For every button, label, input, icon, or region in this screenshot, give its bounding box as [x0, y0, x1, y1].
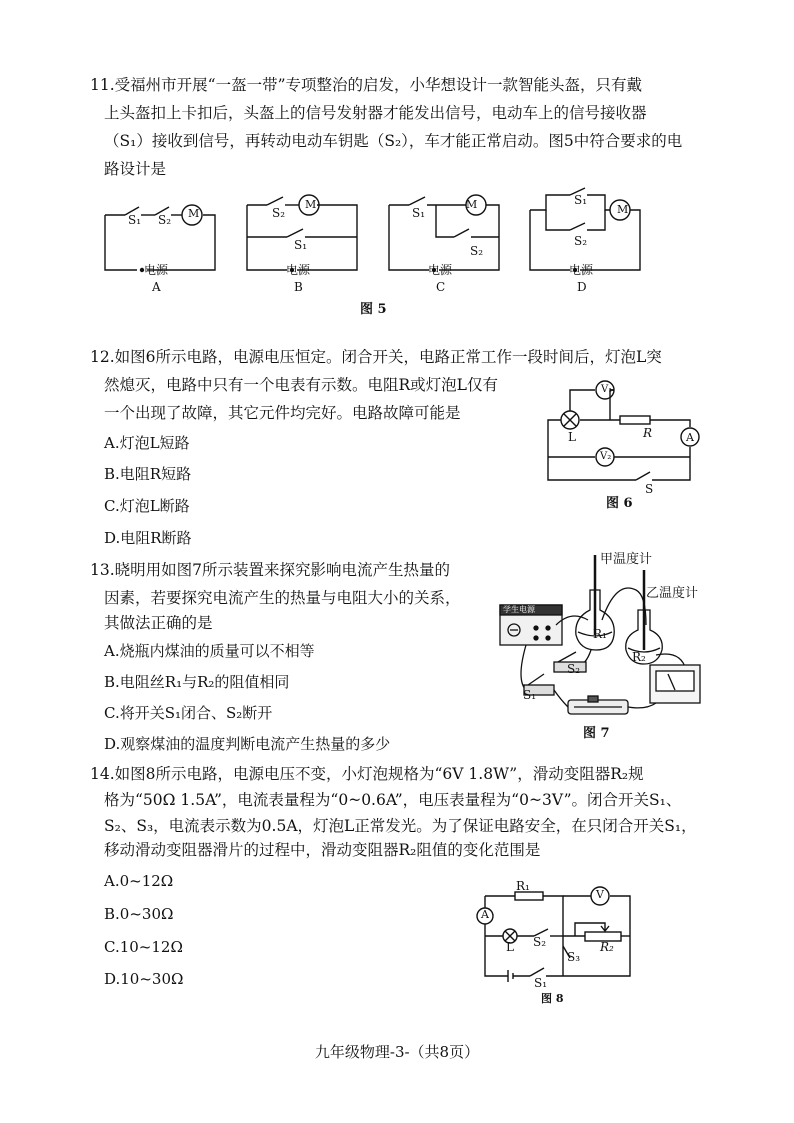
figure-6-circuit	[540, 375, 700, 493]
fig7-s1: S₁	[523, 688, 537, 702]
q14-line-3: S₂、S₃，电流表示数为0.5A，灯泡L正常发光。为了保证电路安全，在只闭合开关S₁，	[104, 817, 697, 835]
circuit-d-s1: S₁	[574, 193, 588, 207]
fig7-r1: R₁	[593, 627, 607, 641]
fig6-lamp: L	[568, 430, 576, 444]
figure-8-caption: 图 8	[541, 992, 564, 1005]
circuit-c-source: 电源	[428, 263, 453, 277]
circuit-a-s2: S₂	[158, 213, 172, 227]
q13-line-3: 其做法正确的是	[104, 614, 213, 632]
circuit-a-source: 电源	[144, 263, 169, 277]
q14-option-b: B.0~30Ω	[104, 905, 174, 923]
q13-option-b: B.电阻丝R₁与R₂的阻值相同	[104, 673, 290, 691]
circuit-b-source: 电源	[286, 263, 311, 277]
circuit-b-motor: M	[305, 198, 317, 211]
fig7-thermo1: 甲温度计	[600, 552, 653, 567]
fig6-s: S	[645, 482, 654, 496]
q11-line-4: 路设计是	[104, 160, 167, 178]
q13-line-2: 因素，若要探究电流产生的热量与电阻大小的关系，	[104, 589, 461, 607]
circuit-c-letter: C	[436, 280, 446, 294]
q14-option-a: A.0~12Ω	[104, 872, 174, 890]
q13-line-1: 13.晓明用如图7所示装置来探究影响电流产生热量的	[90, 561, 451, 579]
fig8-s1: S₁	[534, 976, 548, 990]
fig6-a: A	[686, 431, 694, 444]
circuit-a-s1: S₁	[128, 213, 142, 227]
figure-6-caption: 图 6	[606, 496, 633, 511]
q14-line-4: 移动滑动变阻器滑片的过程中，滑动变阻器R₂阻值的变化范围是	[104, 841, 541, 859]
q12-option-a: A.灯泡L短路	[104, 434, 190, 452]
circuit-c-motor: M	[466, 198, 478, 211]
figure-7-apparatus	[496, 550, 716, 740]
circuit-d-letter: D	[577, 280, 587, 294]
circuit-a-motor: M	[188, 207, 200, 220]
circuit-d-s2: S₂	[574, 234, 588, 248]
q12-line-3: 一个出现了故障，其它元件均完好。电路故障可能是	[104, 404, 461, 422]
q13-option-a: A.烧瓶内煤油的质量可以不相等	[104, 642, 315, 660]
fig7-s2: S₂	[567, 662, 581, 676]
q12-line-2: 然熄灭，电路中只有一个电表有示数。电阻R或灯泡L仅有	[104, 376, 498, 394]
q14-line-2: 格为“50Ω 1.5A”，电流表量程为“0~0.6A”，电压表量程为“0~3V”。闭合开关S₁、	[104, 791, 682, 809]
q11-line-2: 上头盔扣上卡扣后，头盔上的信号发射器才能发出信号，电动车上的信号接收器	[104, 104, 647, 122]
fig8-s3: S₃	[567, 950, 581, 964]
q11-line-1: 11.受福州市开展“一盔一带”专项整治的启发，小华想设计一款智能头盔，只有戴	[90, 76, 643, 94]
q14-option-d: D.10~30Ω	[104, 970, 184, 988]
fig8-r1: R₁	[516, 879, 530, 893]
fig6-r: R	[643, 426, 653, 440]
q13-option-d: D.观察煤油的温度判断电流产生热量的多少	[104, 735, 391, 753]
fig7-thermo2: 乙温度计	[646, 586, 699, 601]
circuit-d-source: 电源	[569, 263, 594, 277]
fig8-r2: R₂	[600, 940, 614, 954]
q11-line-3: （S₁）接收到信号，再转动电动车钥匙（S₂），车才能正常启动。图5中符合要求的电	[104, 132, 683, 150]
q12-line-1: 12.如图6所示电路，电源电压恒定。闭合开关，电路正常工作一段时间后，灯泡L突	[90, 348, 662, 366]
fig8-lamp: L	[506, 940, 514, 954]
fig8-a: A	[481, 908, 489, 921]
fig8-v: V	[596, 888, 604, 901]
q13-option-c: C.将开关S₁闭合、S₂断开	[104, 704, 273, 722]
fig7-supply: 学生电源	[503, 605, 535, 614]
circuit-d-motor: M	[617, 203, 629, 216]
circuit-b-letter: B	[294, 280, 303, 294]
q12-option-c: C.灯泡L断路	[104, 497, 190, 515]
figure-7-caption: 图 7	[583, 726, 610, 741]
q12-option-b: B.电阻R短路	[104, 465, 192, 483]
circuit-b-s1: S₁	[294, 238, 308, 252]
q14-option-c: C.10~12Ω	[104, 938, 183, 956]
figure-5-caption: 图 5	[360, 302, 387, 317]
fig6-v1: V₁	[601, 384, 613, 395]
page-footer: 九年级物理-3-（共8页）	[314, 1043, 480, 1061]
circuit-c-s1: S₁	[412, 206, 426, 220]
fig7-r2: R₂	[632, 650, 646, 664]
fig8-s2: S₂	[533, 935, 547, 949]
circuit-a-letter: A	[152, 280, 161, 294]
figure-8-circuit	[470, 878, 640, 990]
q14-line-1: 14.如图8所示电路，电源电压不变，小灯泡规格为“6V 1.8W”，滑动变阻器R₂规	[90, 765, 644, 783]
circuit-c-s2: S₂	[470, 244, 484, 258]
circuit-b-s2: S₂	[272, 206, 286, 220]
q12-option-d: D.电阻R断路	[104, 529, 192, 547]
fig6-v2: V₂	[600, 451, 612, 462]
